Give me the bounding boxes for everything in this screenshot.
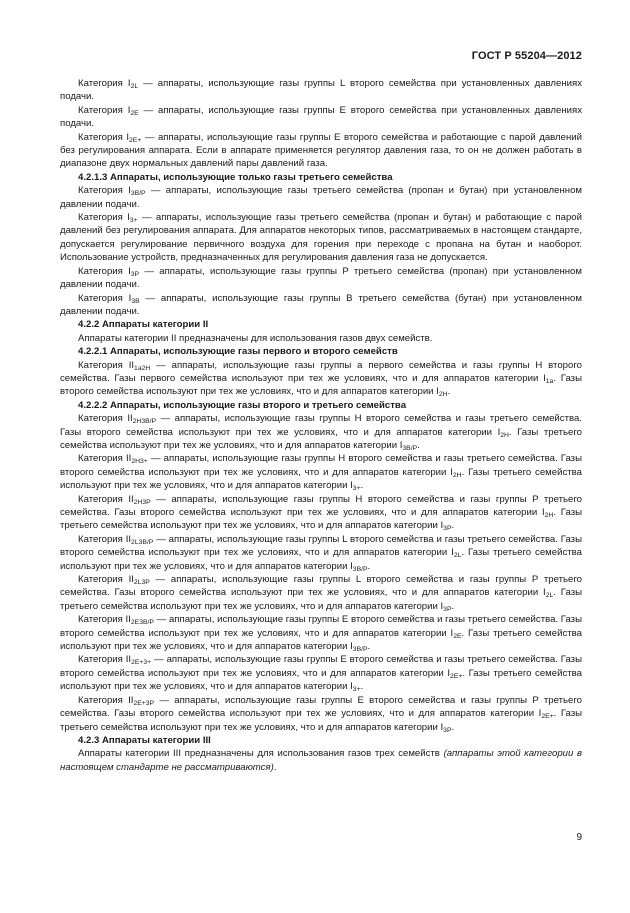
subscript: 2E (130, 109, 139, 117)
paragraph (60, 332, 582, 345)
text-run: — аппараты, использующие газы группы E второго семейства при установленных давлениях подачи. (60, 104, 582, 130)
subscript: 2H3P (133, 498, 151, 506)
text-run: Аппараты категории III предназначены для использования газов трех семейств (78, 748, 444, 760)
text-run: — аппараты, использующие газы группы H второго семейства и газы группы P третьего семейства. Газы второго семейства используют при тех же условиях, что и для аппаратов категории I (60, 493, 582, 518)
subscript: 2H (500, 431, 509, 439)
paragraph (60, 533, 582, 573)
subscript: 2E (453, 632, 462, 640)
text-run: . (451, 721, 455, 733)
subscript: 3B/P (352, 565, 368, 573)
subscript: 2E+3P (133, 699, 155, 707)
text-run: . Газы третьего семейства используют при тех же условиях, что и для аппаратов категории I (60, 507, 582, 532)
paragraph (60, 359, 582, 399)
paragraph (60, 265, 582, 292)
text-run: . Газы третьего семейства используют при тех же условиях, что и для аппаратов категории I (60, 547, 582, 572)
subscript: 3B/P (352, 646, 368, 654)
subscript: 2E+ (541, 713, 554, 721)
text-run: . (360, 480, 364, 492)
text-run: — аппараты, использующие газы группы L второго семейства при установленных давлениях подачи. (60, 78, 583, 103)
subscript: 2E+3+ (131, 659, 152, 667)
subscript: 3+ (352, 686, 361, 694)
paragraph (60, 131, 582, 171)
paragraph (60, 573, 582, 613)
text-run: Категория II (78, 533, 132, 545)
text-run: Категория II (78, 493, 134, 505)
subscript: 3B/P (130, 190, 146, 198)
subscript: 3B/P (402, 444, 418, 452)
text-run: . (367, 560, 371, 572)
text-run: . Газы третьего семейства используют при тех же условиях, что и для аппаратов категории I (60, 587, 582, 612)
subscript: 2E+ (450, 672, 463, 680)
text-run: Категория I (78, 292, 132, 304)
text-run: Категория II (78, 694, 134, 706)
text-run: — аппараты, использующие газы группы H второго семейства и газы третьего семейства. Газы второго семейства используют при тех же условиях, что и для аппаратов категории I (60, 413, 582, 438)
text-run: — аппараты, использующие газы группы L второго семейства и газы третьего семейства. Газы второго семейства используют при тех же условиях, что и для аппаратов категории I (60, 533, 582, 559)
section-heading (60, 345, 582, 358)
text-run: Категория II (78, 574, 134, 586)
text-run: Категория I (78, 212, 130, 224)
text-run: — аппараты, использующие газы группы E второго семейства и работающие с парой давлений без регулирования аппарата. Если в аппарате применяется регулятор давления газа, то он не должен работать в диапазоне двух нормальных давлений пары давлений газа. (60, 131, 582, 170)
text-run: Аппараты категории II предназначены для использования газов двух семейств. (78, 332, 433, 344)
text-run: 4.2.2.2 Аппараты, использующие газы второго и третьего семейства (78, 399, 407, 411)
subscript: 2E+ (129, 136, 142, 144)
subscript: 2H3+ (131, 458, 148, 466)
text-run: 4.2.2 Аппараты категории II (78, 319, 209, 331)
subscript: 2L (453, 552, 462, 560)
paragraph (60, 493, 582, 533)
text-run: . (451, 520, 455, 532)
text-run: — аппараты, использующие газы третьего семейства (пропан и бутан) и работающие с парой давлений без регулирования аппарата. Для аппаратов некоторых типов, рассматриваемых в настоящем стандарте, допускается регулирование первичного воздуха для горения при переходе с пропана на бутан и наоборот. Использование устройств, предназначенных для регулирования давления газа не допускается. (60, 212, 582, 264)
subscript: 3B (131, 297, 140, 305)
italic-note: (аппараты этой категории в настоящем стандарте не рассматриваются) (60, 748, 582, 773)
subscript: 2L3P (133, 579, 150, 587)
text-run: . (447, 386, 451, 398)
document-header: ГОСТ Р 55204—2012 (471, 50, 582, 62)
paragraph (60, 747, 582, 774)
paragraph (60, 104, 582, 131)
subscript: 2H (438, 391, 448, 399)
section-heading (60, 734, 582, 747)
subscript: 3P (443, 525, 452, 533)
text-run: Категория I (78, 104, 131, 116)
subscript: 2H3B/P (132, 418, 157, 426)
text-run: — аппараты, использующие газы группы E второго семейства и газы группы P третьего семейства. Газы второго семейства используют при тех же условиях, что и для аппаратов категории I (60, 694, 582, 720)
subscript: 1a2H (134, 364, 151, 372)
subscript: 3P (443, 605, 452, 613)
text-run: Категория II (78, 614, 131, 626)
text-run: Категория II (78, 453, 132, 465)
section-heading (60, 171, 582, 184)
text-run: . Газы третьего семейства используют при тех же условиях, что и для аппаратов категории I (60, 708, 582, 733)
subscript: 3P (443, 726, 452, 734)
text-run: — аппараты, использующие газы группы P третьего семейства (пропан) при установленном давлении подачи. (60, 265, 582, 291)
text-run: — аппараты, использующие газы третьего семейства (пропан и бутан) при установленном давлении подачи. (60, 185, 583, 210)
text-run: Категория I (78, 78, 131, 89)
paragraph (60, 613, 582, 653)
text-run: . Газы третьего семейства используют при тех же условиях, что и для аппаратов категории I (60, 627, 582, 653)
subscript: 1a (545, 377, 554, 385)
section-heading (60, 318, 582, 331)
subscript: 3+ (352, 485, 361, 493)
text-run: Категория II (78, 413, 133, 425)
text-run: — аппараты, использующие газы группы E второго семейства и газы третьего семейства. Газы второго семейства используют при тех же условиях, что и для аппаратов категории I (60, 654, 582, 679)
subscript: 2E3B/P (130, 619, 154, 627)
text-run: Категория I (78, 131, 130, 143)
subscript: 2L (545, 592, 554, 600)
subscript: 2H (452, 471, 462, 479)
text-run: Категория I (78, 185, 131, 197)
text-run: 4.2.3 Аппараты категории III (78, 734, 211, 746)
page-number: 9 (576, 832, 582, 843)
paragraph (60, 184, 582, 211)
text-run: . (273, 761, 277, 773)
text-run: . (451, 600, 455, 612)
text-run: — аппараты, использующие газы группы E второго семейства и газы третьего семейства. Газы второго семейства используют при тех же условиях, что и для аппаратов категории I (60, 614, 582, 639)
text-run: . Газы третьего семейства используют при тех же условиях, что и для аппаратов категории I (60, 466, 582, 492)
text-run: . Газы третьего семейства используют при тех же условиях, что и для аппаратов категории I (60, 667, 582, 693)
text-run: — аппараты, использующие газы группы B третьего семейства (бутан) при установленном давлении подачи. (60, 292, 582, 317)
text-run: Категория II (78, 359, 135, 371)
text-run: . (367, 641, 371, 653)
text-run: Категория II (78, 654, 132, 666)
paragraph (60, 694, 582, 734)
paragraph (60, 292, 582, 319)
subscript: 3+ (129, 217, 138, 225)
subscript: 2L (130, 83, 139, 90)
text-run: Категория I (78, 265, 131, 277)
text-run: 4.2.1.3 Аппараты, использующие только газы третьего семейства (78, 171, 393, 183)
subscript: 2L3B/P (131, 538, 154, 546)
text-run: — аппараты, использующие газы группы L второго семейства и газы группы P третьего семейства. Газы второго семейства используют при тех же условиях, что и для аппаратов категории I (60, 574, 582, 599)
text-run: . (417, 439, 420, 451)
text-run: — аппараты, использующие газы группы H второго семейства и газы третьего семейства. Газы второго семейства используют при тех же условиях, что и для аппаратов категории I (60, 453, 582, 478)
text-run: . Газы второго семейства используют при тех же условиях, что и для аппаратов категории I (60, 372, 582, 398)
paragraph (60, 412, 582, 452)
text-run: . (360, 681, 364, 693)
text-run: 4.2.2.1 Аппараты, использующие газы первого и второго семейств (78, 346, 398, 358)
subscript: 3P (130, 270, 140, 278)
paragraph (60, 211, 582, 265)
text-run: . Газы третьего семейства используют при тех же условиях, что и для аппаратов категории I (60, 426, 582, 451)
paragraph (60, 452, 582, 492)
paragraph (60, 653, 582, 693)
section-heading (60, 399, 582, 412)
document-body (60, 77, 582, 774)
text-run: — аппараты, использующие газы группы a первого семейства и газы группы H второго семейства. Газы первого семейства используют при тех же условиях, что и для аппаратов категории I (60, 359, 582, 384)
paragraph (60, 77, 582, 104)
subscript: 2H (544, 512, 554, 519)
